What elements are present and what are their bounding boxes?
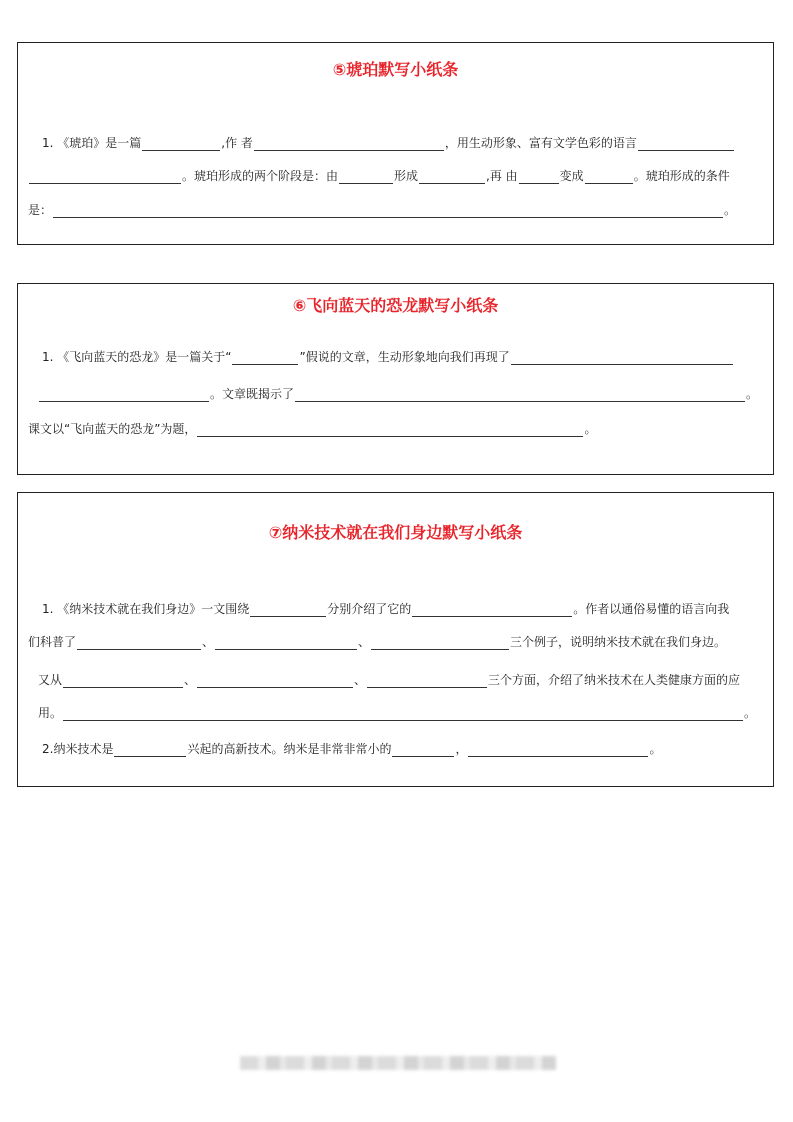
prompt-text: 分别介绍了它的 [327, 602, 412, 616]
prompt-text: ，用生动形象、富有文学色彩的语言 [444, 136, 637, 150]
prompt-text: 变成 [559, 169, 584, 183]
question-line [42, 741, 662, 757]
prompt-text: 是： [28, 203, 53, 217]
prompt-text: 1. 《琥珀》是一篇 [42, 136, 142, 150]
answer-blank[interactable] [142, 137, 220, 151]
prompt-text: 。 [746, 387, 759, 401]
answer-blank[interactable] [39, 388, 209, 402]
prompt-text: 。 [649, 742, 662, 756]
card-amber [17, 42, 774, 245]
answer-blank[interactable] [254, 137, 444, 151]
prompt-text: 们科普了 [28, 635, 77, 649]
answer-blank[interactable] [63, 674, 183, 688]
prompt-text: 。作者以通俗易懂的语言向我 [573, 602, 730, 616]
prompt-text: 。 [724, 203, 737, 217]
answer-blank[interactable] [519, 170, 559, 184]
prompt-text: 又从 [38, 673, 63, 687]
prompt-text: ， [455, 742, 468, 756]
question-line [38, 672, 740, 688]
card-title: ⑦纳米技术就在我们身边默写小纸条 [268, 523, 523, 542]
prompt-text: 三个例子，说明纳米技术就在我们身边。 [510, 635, 727, 649]
prompt-text: 用。 [38, 706, 63, 720]
answer-blank[interactable] [412, 603, 572, 617]
answer-blank[interactable] [232, 351, 298, 365]
question-line [42, 349, 734, 365]
question-line [28, 421, 596, 437]
prompt-text: 。琥珀形成的条件 [633, 169, 730, 183]
prompt-text: 、 [184, 673, 197, 687]
prompt-text: ”假说的文章，生动形象地向我们再现了 [299, 350, 510, 364]
answer-blank[interactable] [371, 636, 509, 650]
question-line [28, 634, 726, 650]
answer-blank[interactable] [339, 170, 393, 184]
prompt-text: 、 [354, 673, 367, 687]
prompt-text: 。 [744, 706, 757, 720]
answer-blank[interactable] [197, 423, 583, 437]
answer-blank[interactable] [215, 636, 357, 650]
question-line [28, 168, 730, 184]
answer-blank[interactable] [295, 388, 745, 402]
prompt-text: ,再 由 [486, 169, 518, 183]
question-line [38, 705, 756, 721]
prompt-text: 兴起的高新技术。纳米是非常非常小的 [187, 742, 392, 756]
answer-blank[interactable] [367, 674, 487, 688]
answer-blank[interactable] [638, 137, 734, 151]
answer-blank[interactable] [250, 603, 326, 617]
blurred-watermark [240, 1056, 556, 1070]
prompt-text: 2.纳米技术是 [42, 742, 114, 756]
answer-blank[interactable] [468, 743, 648, 757]
prompt-text: 。 [584, 422, 597, 436]
prompt-text: 1. 《纳米技术就在我们身边》一文围绕 [42, 602, 250, 616]
card-nanotech [17, 492, 774, 787]
card-title: ⑤琥珀默写小纸条 [332, 60, 459, 79]
prompt-text: 形成 [394, 169, 419, 183]
prompt-text: 课文以“飞向蓝天的恐龙”为题， [28, 422, 197, 436]
answer-blank[interactable] [77, 636, 201, 650]
card-dinosaur [17, 283, 774, 475]
prompt-text: 。琥珀形成的两个阶段是：由 [182, 169, 339, 183]
answer-blank[interactable] [63, 707, 743, 721]
answer-blank[interactable] [511, 351, 733, 365]
prompt-text: ,作 者 [221, 136, 253, 150]
answer-blank[interactable] [114, 743, 186, 757]
prompt-text: 。文章既揭示了 [210, 387, 295, 401]
prompt-text: 三个方面，介绍了纳米技术在人类健康方面的应 [488, 673, 741, 687]
question-line [38, 386, 758, 402]
prompt-text: 、 [358, 635, 371, 649]
prompt-text: 、 [202, 635, 215, 649]
prompt-text: 1. 《飞向蓝天的恐龙》是一篇关于“ [42, 350, 232, 364]
question-line [42, 601, 729, 617]
answer-blank[interactable] [29, 170, 181, 184]
question-line [42, 135, 735, 151]
card-title: ⑥飞向蓝天的恐龙默写小纸条 [292, 296, 499, 315]
answer-blank[interactable] [585, 170, 633, 184]
question-line [28, 202, 736, 218]
answer-blank[interactable] [53, 204, 723, 218]
answer-blank[interactable] [392, 743, 454, 757]
answer-blank[interactable] [197, 674, 353, 688]
answer-blank[interactable] [419, 170, 485, 184]
